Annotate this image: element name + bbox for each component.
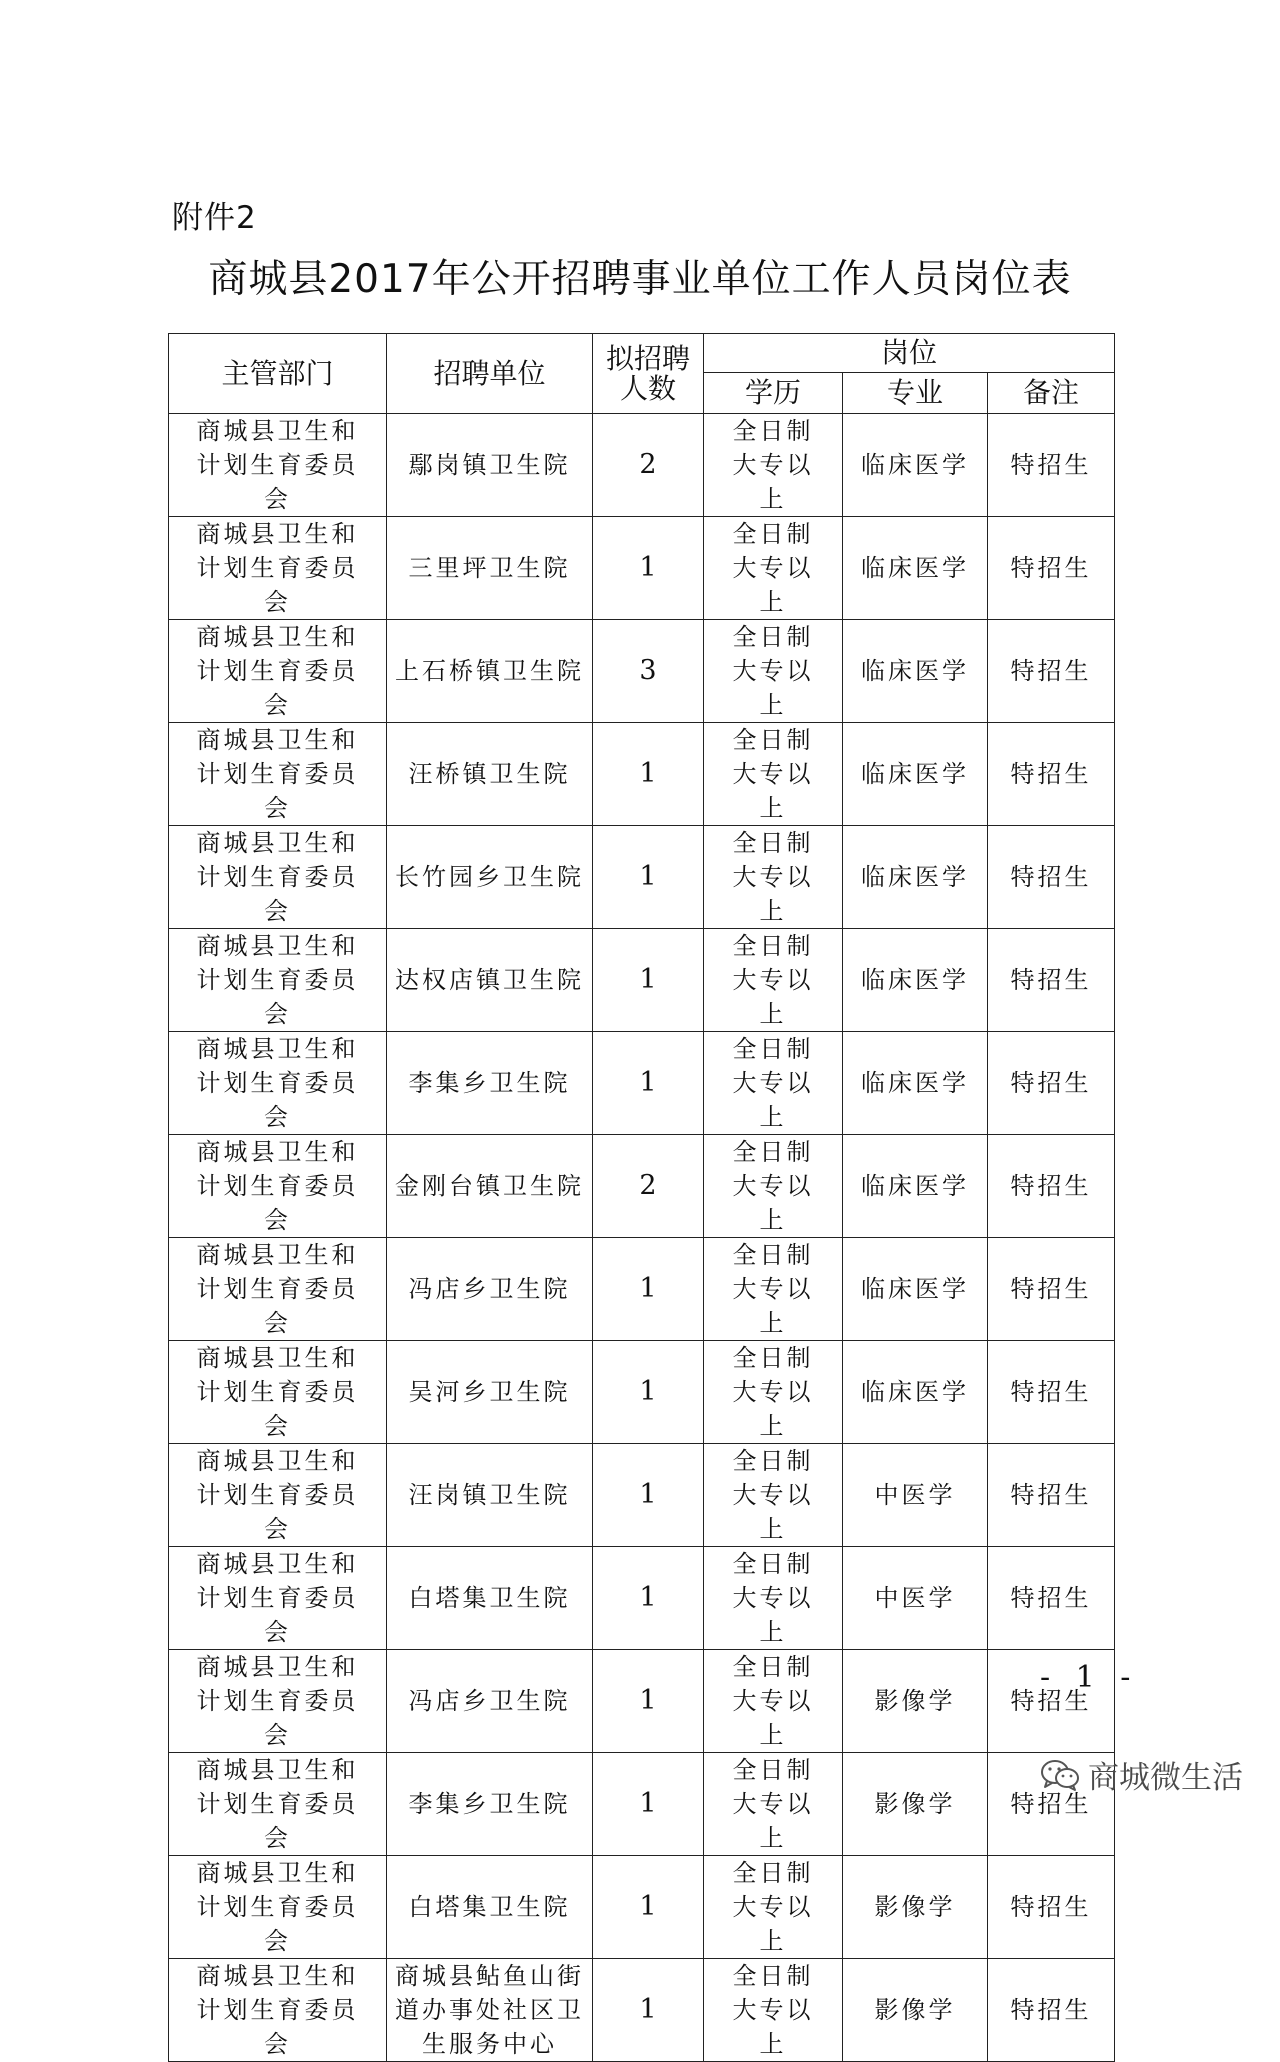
cell-remark: 特招生 [988, 620, 1115, 723]
table-header-row [169, 334, 1115, 373]
cell-department: 商城县卫生和 计划生育委员 会 [169, 1753, 387, 1856]
table-row [169, 1753, 1115, 1856]
cell-unit: 白塔集卫生院 [387, 1547, 593, 1650]
cell-count: 1 [593, 1650, 704, 1753]
cell-education: 全日制 大专以 上 [704, 929, 843, 1032]
header-position: 岗位 [704, 334, 1115, 373]
cell-education: 全日制 大专以 上 [704, 517, 843, 620]
header-unit: 招聘单位 [387, 334, 593, 414]
cell-remark: 特招生 [988, 826, 1115, 929]
cell-count: 1 [593, 1547, 704, 1650]
cell-major: 临床医学 [843, 1238, 988, 1341]
cell-remark: 特招生 [988, 1444, 1115, 1547]
cell-unit: 李集乡卫生院 [387, 1032, 593, 1135]
cell-education: 全日制 大专以 上 [704, 414, 843, 517]
cell-unit: 李集乡卫生院 [387, 1753, 593, 1856]
cell-department: 商城县卫生和 计划生育委员 会 [169, 1238, 387, 1341]
cell-unit: 上石桥镇卫生院 [387, 620, 593, 723]
cell-remark: 特招生 [988, 1238, 1115, 1341]
cell-count: 1 [593, 1959, 704, 2062]
cell-unit: 汪桥镇卫生院 [387, 723, 593, 826]
cell-unit: 长竹园乡卫生院 [387, 826, 593, 929]
cell-unit: 达权店镇卫生院 [387, 929, 593, 1032]
cell-count: 1 [593, 723, 704, 826]
cell-remark: 特招生 [988, 1753, 1115, 1856]
header-major: 专业 [843, 373, 988, 414]
cell-remark: 特招生 [988, 1959, 1115, 2062]
table-row [169, 517, 1115, 620]
cell-major: 临床医学 [843, 620, 988, 723]
cell-remark: 特招生 [988, 1856, 1115, 1959]
cell-department: 商城县卫生和 计划生育委员 会 [169, 1341, 387, 1444]
wechat-icon [1040, 1758, 1080, 1792]
cell-unit: 吴河乡卫生院 [387, 1341, 593, 1444]
cell-unit: 商城县鲇鱼山街 道办事处社区卫 生服务中心 [387, 1959, 593, 2062]
cell-education: 全日制 大专以 上 [704, 1547, 843, 1650]
cell-remark: 特招生 [988, 1032, 1115, 1135]
cell-count: 1 [593, 1753, 704, 1856]
cell-education: 全日制 大专以 上 [704, 1032, 843, 1135]
cell-education: 全日制 大专以 上 [704, 723, 843, 826]
header-remark: 备注 [988, 373, 1115, 414]
header-education: 学历 [704, 373, 843, 414]
cell-count: 1 [593, 826, 704, 929]
cell-remark: 特招生 [988, 1135, 1115, 1238]
cell-major: 临床医学 [843, 929, 988, 1032]
cell-count: 1 [593, 1032, 704, 1135]
cell-unit: 鄢岗镇卫生院 [387, 414, 593, 517]
cell-major: 临床医学 [843, 414, 988, 517]
cell-count: 2 [593, 414, 704, 517]
table-row [169, 1547, 1115, 1650]
cell-major: 中医学 [843, 1547, 988, 1650]
cell-remark: 特招生 [988, 929, 1115, 1032]
table-row [169, 1135, 1115, 1238]
cell-department: 商城县卫生和 计划生育委员 会 [169, 1032, 387, 1135]
cell-remark: 特招生 [988, 1650, 1115, 1753]
table-row [169, 1238, 1115, 1341]
cell-major: 临床医学 [843, 826, 988, 929]
header-count [593, 334, 704, 414]
document-title: 商城县2017年公开招聘事业单位工作人员岗位表 [208, 257, 1072, 302]
cell-major: 影像学 [843, 1753, 988, 1856]
cell-department: 商城县卫生和 计划生育委员 会 [169, 826, 387, 929]
cell-major: 临床医学 [843, 723, 988, 826]
table-row [169, 723, 1115, 826]
cell-count: 3 [593, 620, 704, 723]
table-row [169, 414, 1115, 517]
cell-education: 全日制 大专以 上 [704, 1238, 843, 1341]
cell-count: 1 [593, 929, 704, 1032]
cell-major: 临床医学 [843, 1135, 988, 1238]
cell-department: 商城县卫生和 计划生育委员 会 [169, 414, 387, 517]
cell-department: 商城县卫生和 计划生育委员 会 [169, 1959, 387, 2062]
table-row [169, 1032, 1115, 1135]
cell-unit: 冯店乡卫生院 [387, 1650, 593, 1753]
cell-unit: 汪岗镇卫生院 [387, 1444, 593, 1547]
table-row [169, 1650, 1115, 1753]
cell-education: 全日制 大专以 上 [704, 1753, 843, 1856]
cell-remark: 特招生 [988, 723, 1115, 826]
cell-education: 全日制 大专以 上 [704, 1650, 843, 1753]
table-row [169, 1341, 1115, 1444]
cell-department: 商城县卫生和 计划生育委员 会 [169, 1444, 387, 1547]
table-body [169, 414, 1115, 2062]
cell-major: 影像学 [843, 1856, 988, 1959]
cell-department: 商城县卫生和 计划生育委员 会 [169, 929, 387, 1032]
table-row [169, 620, 1115, 723]
cell-count: 1 [593, 1238, 704, 1341]
page-number: - 1 - [1040, 1660, 1139, 1695]
cell-department: 商城县卫生和 计划生育委员 会 [169, 1547, 387, 1650]
cell-remark: 特招生 [988, 414, 1115, 517]
cell-education: 全日制 大专以 上 [704, 1135, 843, 1238]
cell-department: 商城县卫生和 计划生育委员 会 [169, 517, 387, 620]
cell-unit: 三里坪卫生院 [387, 517, 593, 620]
cell-count: 1 [593, 1341, 704, 1444]
cell-education: 全日制 大专以 上 [704, 1856, 843, 1959]
attachment-label: 附件2 [172, 200, 257, 236]
job-table [168, 333, 1115, 2062]
cell-major: 临床医学 [843, 517, 988, 620]
cell-department: 商城县卫生和 计划生育委员 会 [169, 1650, 387, 1753]
table-row [169, 1444, 1115, 1547]
watermark-text: 商城微生活 [1088, 1760, 1243, 1796]
header-department: 主管部门 [169, 334, 387, 414]
cell-department: 商城县卫生和 计划生育委员 会 [169, 620, 387, 723]
cell-unit: 冯店乡卫生院 [387, 1238, 593, 1341]
table-row [169, 826, 1115, 929]
cell-department: 商城县卫生和 计划生育委员 会 [169, 1856, 387, 1959]
cell-remark: 特招生 [988, 1547, 1115, 1650]
cell-unit: 白塔集卫生院 [387, 1856, 593, 1959]
cell-education: 全日制 大专以 上 [704, 1959, 843, 2062]
cell-education: 全日制 大专以 上 [704, 826, 843, 929]
cell-unit: 金刚台镇卫生院 [387, 1135, 593, 1238]
table-row [169, 1959, 1115, 2062]
header-count-label: 拟招聘 人数 [605, 342, 690, 405]
cell-education: 全日制 大专以 上 [704, 620, 843, 723]
cell-count: 1 [593, 517, 704, 620]
cell-department: 商城县卫生和 计划生育委员 会 [169, 723, 387, 826]
cell-education: 全日制 大专以 上 [704, 1341, 843, 1444]
cell-count: 2 [593, 1135, 704, 1238]
table-row [169, 929, 1115, 1032]
cell-major: 中医学 [843, 1444, 988, 1547]
cell-major: 影像学 [843, 1650, 988, 1753]
cell-major: 影像学 [843, 1959, 988, 2062]
cell-education: 全日制 大专以 上 [704, 1444, 843, 1547]
cell-remark: 特招生 [988, 517, 1115, 620]
table-row [169, 1856, 1115, 1959]
cell-major: 临床医学 [843, 1341, 988, 1444]
cell-count: 1 [593, 1444, 704, 1547]
cell-department: 商城县卫生和 计划生育委员 会 [169, 1135, 387, 1238]
cell-major: 临床医学 [843, 1032, 988, 1135]
watermark [1040, 1752, 1243, 1797]
cell-remark: 特招生 [988, 1341, 1115, 1444]
cell-count: 1 [593, 1856, 704, 1959]
